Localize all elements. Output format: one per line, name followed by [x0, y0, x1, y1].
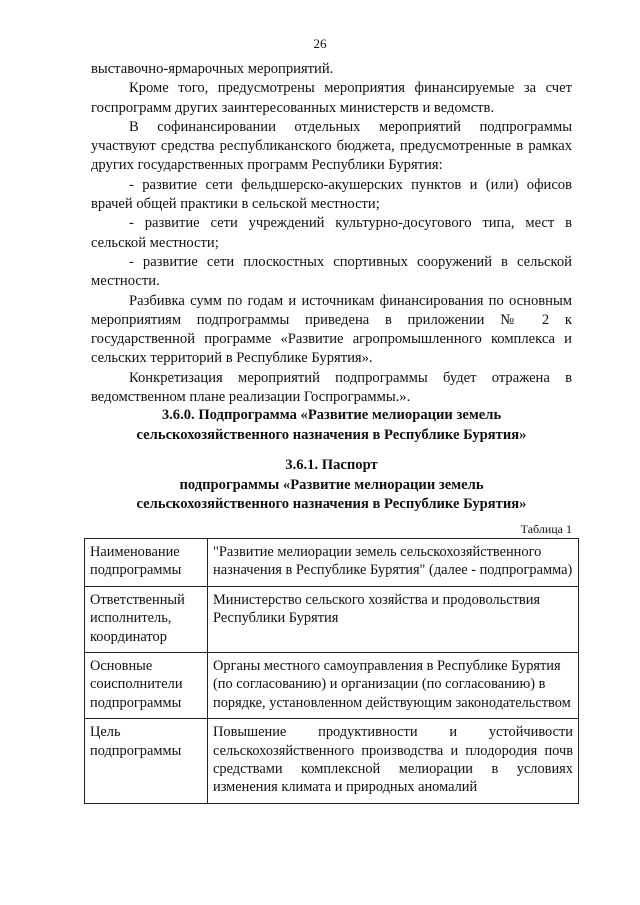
passport-table — [84, 538, 579, 804]
table-row — [85, 653, 579, 719]
table-row — [85, 586, 579, 652]
row-label: Ответственный исполнитель, координатор — [85, 586, 208, 652]
paragraph: выставочно-ярмарочных мероприятий. — [91, 61, 334, 77]
paragraph: - развитие сети фельдшерско-акушерских пунктов и (или) офисов врачей общей практики в сельской местности; — [91, 176, 572, 213]
section-heading — [91, 406, 572, 445]
paragraph: В софинансировании отдельных мероприятий подпрограммы участвуют средства республиканского бюджета, предусмотренные в рамках других государственных программ Республики Бурятия: — [91, 118, 572, 174]
passport-heading-line: 3.6.1. Паспорт — [285, 457, 378, 473]
row-value: Органы местного самоуправления в Республике Бурятия (по согласованию) и организации (по согласованию) в порядке, установленном действующим законодательством — [208, 653, 579, 719]
table-row — [85, 539, 579, 587]
row-label: Цель подпрограммы — [85, 719, 208, 804]
paragraph: Кроме того, предусмотрены мероприятия финансируемые за счет госпрограмм других заинтересованных министерств и ведомств. — [91, 80, 572, 116]
paragraph: Разбивка сумм по годам и источникам финансирования по основным мероприятиям подпрограммы приведена в приложении № 2 к государственной программе «Развитие агропромышленного комплекса и сельских территорий в Республике Бурятия». — [91, 292, 572, 367]
row-label: Основные соисполнители подпрограммы — [85, 653, 208, 719]
row-label: Наименование подпрограммы — [85, 539, 208, 587]
table-caption: Таблица 1 — [520, 522, 572, 536]
passport-heading — [91, 456, 572, 515]
row-value: Повышение продуктивности и устойчивости сельскохозяйственного производства и плодородия почв средствами комплексной мелиорации в условиях изменения климата и природных аномалий — [208, 719, 579, 804]
section-heading-line: сельскохозяйственного назначения в Республике Бурятия» — [136, 426, 527, 443]
paragraph: Конкретизация мероприятий подпрограммы будет отражена в ведомственном плане реализации Госпрограммы.». — [91, 369, 572, 406]
body-text — [91, 60, 572, 407]
row-value: Министерство сельского хозяйства и продовольствия Республики Бурятия — [208, 586, 579, 652]
section-heading-line: 3.6.0. Подпрограмма «Развитие мелиорации земель — [161, 407, 502, 423]
passport-heading-line: сельскохозяйственного назначения в Республике Бурятия» — [136, 496, 527, 512]
paragraph: - развитие сети плоскостных спортивных сооружений в сельской местности. — [91, 253, 572, 290]
paragraph: - развитие сети учреждений культурно-досугового типа, мест в сельской местности; — [91, 215, 572, 251]
page-number: 26 — [313, 36, 327, 51]
passport-heading-line: подпрограммы «Развитие мелиорации земель — [179, 476, 484, 493]
table-row — [85, 719, 579, 804]
row-value: "Развитие мелиорации земель сельскохозяйственного назначения в Республике Бурятия" (далее - подпрограмма) — [208, 539, 579, 587]
